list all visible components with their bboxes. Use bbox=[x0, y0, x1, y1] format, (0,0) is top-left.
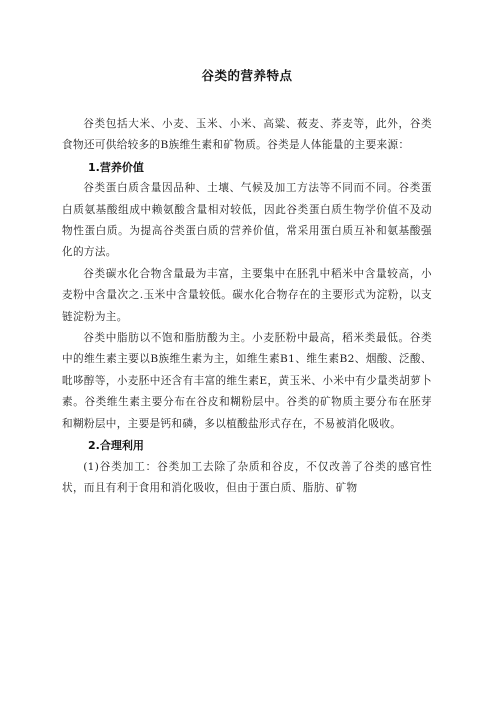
paragraph-processing: (1)谷类加工：谷类加工去除了杂质和谷皮，不仅改善了谷类的感官性状，而且有利于食用和消化吸收，但由于蛋白质、脂肪、矿物 bbox=[62, 460, 432, 494]
document-title: 谷类的营养特点 bbox=[201, 68, 293, 83]
section-heading-utilization: 2.合理利用 bbox=[88, 439, 144, 453]
section-heading-nutrition: 1.营养价值 bbox=[88, 160, 144, 174]
intro-paragraph: 谷类包括大米、小麦、玉米、小米、高粱、莜麦、荞麦等，此外，谷类食物还可供给较多的B族维生素和矿物质。谷类是人体能量的主要来源： bbox=[62, 118, 432, 152]
paragraph-carbohydrate: 谷类碳水化合物含量最为丰富，主要集中在胚乳中稻米中含量较高，小麦粉中含量次之.玉米中含量较低。碳水化合物存在的主要形式为淀粉，以支链淀粉为主。 bbox=[62, 267, 432, 323]
paragraph-protein: 谷类蛋白质含量因品种、土壤、气候及加工方法等不同而不同。谷类蛋白质氨基酸组成中赖氨酸含量相对较低，因此谷类蛋白质生物学价值不及动物性蛋白质。为提高谷类蛋白质的营养价值，常采用蛋白质互补和氨基酸强化的方法。 bbox=[62, 182, 432, 259]
paragraph-fat-vitamin-mineral: 谷类中脂肪以不饱和脂肪酸为主。小麦胚粉中最高，稻米类最低。谷类中的维生素主要以B族维生素为主，如维生素B1、维生素B2、烟酸、泛酸、吡哆醇等，小麦胚中还含有丰富的维生素E，黄玉米、小米中有少量类胡萝卜素。谷类维生素主要分布在谷皮和糊粉层中。谷类的矿物质主要分布在胚芽和糊粉层中，主要是钙和磷，多以植酸盐形式存在，不易被消化吸收。 bbox=[62, 332, 432, 430]
